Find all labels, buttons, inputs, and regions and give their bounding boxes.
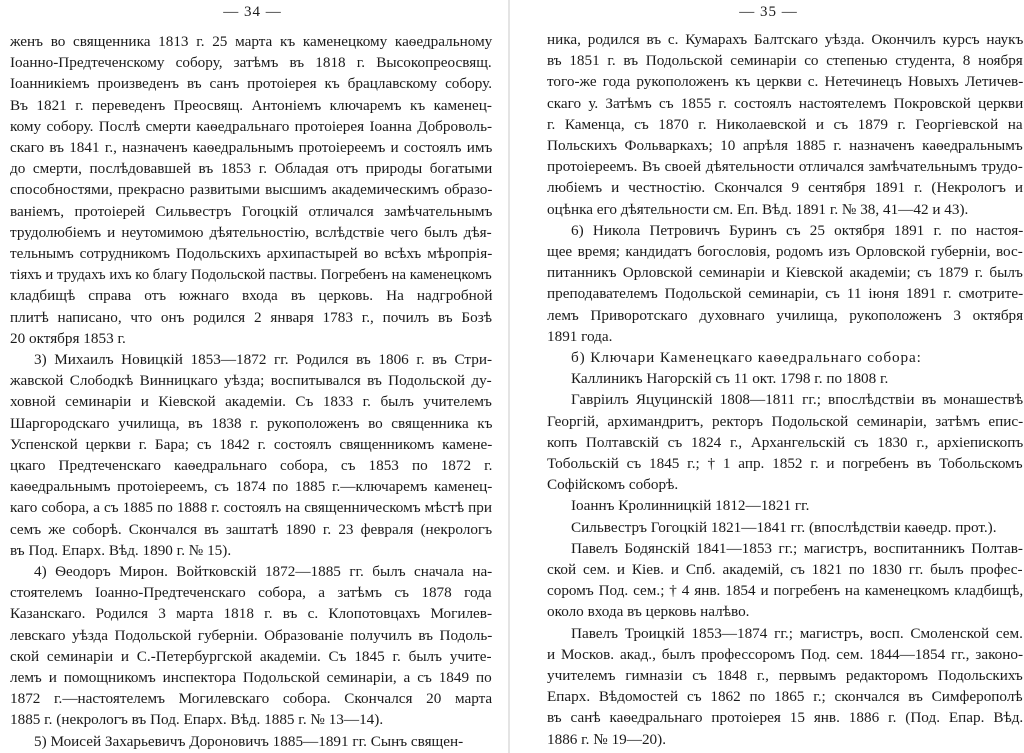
text-line: Польскихъ Фольваркахъ; 10 апрѣля 1885 г. назначенъ каѳедральнымъ — [547, 137, 1023, 154]
text-line: Іоаннъ Кролинницкій 1812—1821 гг. — [571, 497, 810, 515]
text-line: Сильвестръ Гогоцкій 1821—1841 гг. (впослѣдствіи каѳедр. прот.). — [571, 518, 997, 536]
text-line: кому собору. Послѣ смерти каѳедральнаго протоіерея Іоанна Доброволь- — [10, 117, 493, 135]
text-line: Георгій, архимандритъ, ректоръ Подольской семинаріи, затѣмъ епис- — [547, 412, 1024, 430]
text-line: Павелъ Троицкій 1853—1874 гг.; магистръ, восп. Смоленской сем. — [571, 624, 1023, 642]
page-number: — 35 — — [739, 4, 798, 20]
text-line: 5) Моисей Захарьевичъ Дороновичъ 1885—1891 гг. Сынъ священ- — [34, 732, 464, 750]
text-line: 3) Михаилъ Новицкій 1853—1872 гг. Родился въ 1806 г. въ Стри- — [34, 351, 493, 368]
text-line: жавской Слободкѣ Винницкаго уѣзда; воспитывался въ Подольской ду- — [10, 372, 492, 390]
text-line: оцѣнка его дѣятельности см. Еп. Вѣд. 1891 г. № 38, 41—42 и 43). — [547, 200, 969, 218]
text-line: Въ 1821 г. переведенъ Преосвящ. Антоніемъ ключаремъ къ каменец- — [10, 96, 492, 114]
text-line: того-же года рукоположенъ къ церкви с. Нетечинецъ Новыхъ Летичев- — [547, 73, 1024, 91]
text-line: питанникъ Орловской семинаріи и Кіевской академіи; съ 1879 г. былъ — [547, 264, 1023, 282]
text-line: около входа въ церковь налѣво. — [547, 603, 750, 621]
text-line: въ санѣ каѳедральнаго протоіерея 15 янв. 1886 г. (Под. Епар. Вѣд. — [547, 709, 1024, 727]
text-line: до смерти, послѣдовавшей въ 1853 г. Обладая отъ природы богатыми — [10, 160, 493, 178]
text-line: плитѣ написано, что онъ родился 2 января 1783 г., почилъ въ Бозѣ — [10, 308, 492, 326]
text-line: г. Каменца, съ 1870 г. Николаевской и съ 1879 г. Георгіевской на — [547, 115, 1023, 133]
text-line: копъ Полтавскій съ 1824 г., Архангельскій съ 1830 г., архіепископъ — [547, 433, 1024, 451]
text-line: соромъ Под. сем.; † 4 янв. 1854 и погребенъ на каменецкомъ кладбищѣ, — [547, 582, 1024, 600]
text-line: б) Ключари Каменецкаго каѳедральнаго собора: — [571, 349, 922, 366]
text-line: способностями, прекрасно развитыми высшимъ академическимъ образо- — [10, 181, 493, 199]
text-line: 6) Никола Петровичъ Буринъ съ 25 октября 1891 г. по настоя- — [571, 221, 1024, 239]
text-line: Казанскаго. Родился 3 марта 1818 г. въ с. Клопотовцахъ Могилев- — [10, 605, 493, 623]
text-line: учителемъ гимназіи съ 1848 г., первымъ редакторомъ Подольскихъ — [547, 667, 1023, 684]
text-line: любіемъ и честностію. Скончался 9 сентября 1891 г. (Некрологъ и — [547, 179, 1023, 197]
page-gutter — [508, 0, 510, 753]
text-line: лемъ Приворотскаго духовнаго училища, рукоположенъ 3 октября — [547, 306, 1024, 324]
text-line: ховной семинаріи и Кіевской академіи. Съ 1833 г. былъ учителемъ — [10, 393, 492, 411]
text-line: стоятелемъ Іоанно-Предтеченскаго собора, а затѣмъ съ 1878 года — [10, 584, 492, 602]
right-page — [513, 0, 1024, 753]
text-line: 4) Ѳеодоръ Мирон. Войтковскій 1872—1885 гг. былъ сначала на- — [34, 563, 493, 580]
text-line: Успенской церкви г. Бара; съ 1842 г. состоялъ священникомъ камене- — [10, 435, 493, 453]
text-line: тельнымъ сотрудникомъ Подольскихъ архипастырей во всѣхъ мѣропрія- — [10, 245, 493, 262]
text-line: Гавріилъ Яцуцинскій 1808—1811 гг.; впослѣдствіи въ монашествѣ — [571, 391, 1024, 409]
text-line: щее время; кандидатъ богословія, родомъ изъ Орловской губерніи, вос- — [547, 243, 1023, 260]
text-line: тіяхъ и трудахъ ихъ ко благу Подольской паствы. Погребенъ на каменецкомъ — [10, 266, 492, 284]
text-line: и Москов. акад., былъ профессоромъ Под. сем. 1844—1854 гг., законо- — [547, 645, 1024, 663]
text-line: 20 октября 1853 г. — [10, 329, 126, 347]
text-line: Тобольскій съ 1845 г.; † 1 апр. 1852 г. и погребенъ въ Тобольскомъ — [547, 455, 1023, 472]
text-line: каго собора, а съ 1885 по 1888 г. состоялъ на священническомъ мѣстѣ при — [10, 499, 493, 517]
text-line: 1885 г. (некрологъ въ Под. Епарх. Вѣд. 1885 г. № 13—14). — [10, 711, 384, 729]
text-line: Софійскомъ соборѣ. — [547, 476, 679, 494]
text-line: Іоанникіемъ произведенъ въ санъ протоіерея къ брацлавскому собору. — [10, 75, 492, 93]
text-line: скаго въ 1841 г., назначенъ каѳедральнымъ протоіереемъ и состоялъ имъ — [10, 139, 493, 156]
text-line: ваніемъ, протоіерей Сильвестръ Гогоцкій отличался замѣчательнымъ — [10, 202, 493, 220]
text-line: каѳедральнымъ протоіереемъ, съ 1874 по 1885 г.—ключаремъ каменец- — [10, 478, 493, 496]
text-line: женъ во священника 1813 г. 25 марта къ каменецкому каѳедральному — [10, 33, 493, 50]
text-line: 1891 года. — [547, 327, 613, 345]
text-line: Каллиникъ Нагорскій съ 11 окт. 1798 г. по 1808 г. — [571, 370, 889, 388]
text-line: Павелъ Бодянскій 1841—1853 гг.; магистръ, воспитанникъ Полтав- — [571, 539, 1023, 557]
text-line: кладбищѣ справа отъ южнаго входа въ церковь. На надгробной — [10, 287, 493, 305]
text-line: преподавателемъ Подольской семинаріи, съ 11 іюня 1891 г. смотрите- — [547, 285, 1024, 303]
text-line: цкаго Предтеченскаго каѳедральнаго собора, съ 1853 по 1872 г. — [10, 457, 493, 474]
text-line: 1886 г. № 19—20). — [547, 730, 666, 748]
text-line: семъ же соборѣ. Скончался въ заштатѣ 1890 г. 23 февраля (некрологъ — [10, 520, 493, 538]
text-line: Епарх. Вѣдомостей съ 1862 по 1865 г.; скончался въ Симферополѣ — [547, 688, 1023, 706]
text-line: протоіереемъ. Въ своей дѣятельности отличался замѣчательнымъ трудо- — [547, 158, 1023, 176]
text-line: въ 1851 г. въ Подольской семинаріи со степенью студента, 8 ноября — [547, 52, 1023, 70]
text-line: левскаго уѣзда Подольской губерніи. Образованіе получилъ въ Подоль- — [10, 626, 493, 644]
text-line: Шаргородскаго училища, въ 1838 г. рукоположенъ во священника къ — [10, 414, 493, 432]
text-line: ской сем. и Кіев. и Спб. академій, съ 1821 по 1830 гг. былъ профес- — [547, 561, 1023, 578]
text-line: Іоанно-Предтеченскому собору, затѣмъ въ 1818 г. Высокопреосвящ. — [10, 54, 492, 72]
page-number: — 34 — — [223, 4, 282, 20]
text-line: ской семинаріи и С.-Петербургской академіи. Съ 1845 г. былъ учите- — [10, 647, 492, 665]
text-line: трудолюбіемъ и неутомимою дѣятельностію, вслѣдствіе чего былъ дѣя- — [10, 223, 492, 241]
text-line: 1872 г.—настоятелемъ Могилевскаго собора. Скончался 20 марта — [10, 690, 493, 708]
text-line: скаго у. Затѣмъ съ 1855 г. состоялъ настоятелемъ Покровской церкви — [547, 94, 1024, 112]
text-line: въ Под. Епарх. Вѣд. 1890 г. № 15). — [10, 541, 232, 559]
text-line: ника, родился въ с. Кумарахъ Балтскаго уѣзда. Окончилъ курсъ наукъ — [547, 31, 1024, 48]
text-line: лемъ и помощникомъ инспектора Подольской семинаріи, а съ 1849 по — [10, 669, 492, 686]
left-page — [0, 0, 505, 753]
